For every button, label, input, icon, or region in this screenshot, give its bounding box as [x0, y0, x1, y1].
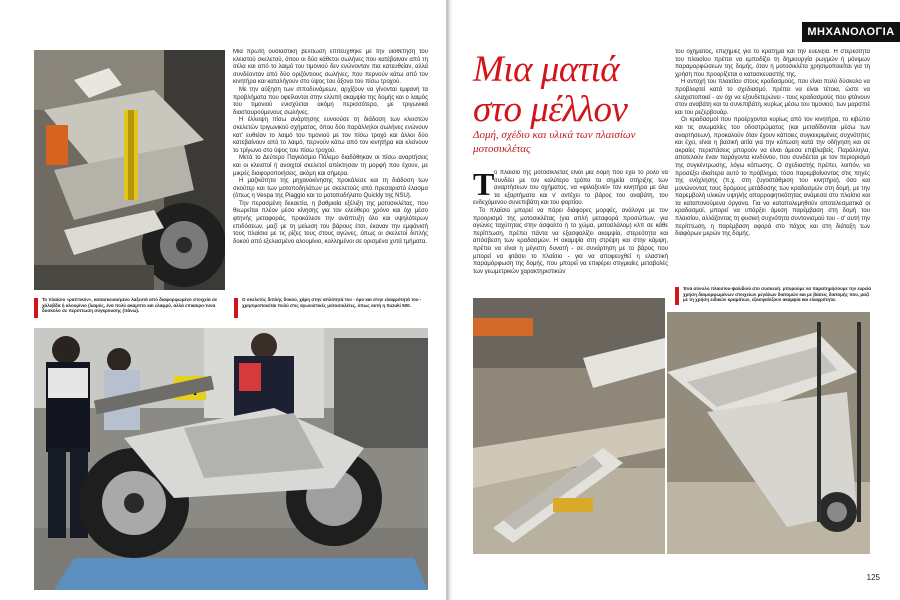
title-line: στο μέλλον — [473, 89, 628, 130]
paragraph: Η αντοχή του πλαισίου στους κραδασμούς, που είναι πολύ δύσκολο να προβλεφτεί κατά το σχεδιασμό, πρέπει να είναι τέτοια, ώστε να ελαχιστοποιεί - αν όχι να εξουδετερώνει - τους κραδασμούς που φτάνουν στον αναβάτη και το συνεπιβάτη, κυρίως μέσω του τιμονιού, των μαρσπιέ και του ρεζερβουάρ. — [675, 79, 870, 116]
title-line: Μια ματιά — [473, 49, 620, 90]
paragraph: Με την αύξηση των ιπποδυνάμεων, αρχίζουν να γίνονται εμφανή τα προβλήματα που οφείλονται στην ελλιπή ακαμψία της δομής και ο λαιμός του τιμονιού ενισχύεται ακόμη περισσότερο, με τριγωνικά διασταυρούμενους σωλήνες. — [233, 86, 428, 116]
paragraph: του οχήματος, επιζήμιες για το κράτημα και την ευελιξία. Η στερεότητα του πλαισίου πρέπει να εμποδίζει τη δημιουργία ρωγμών ή μόνιμων παραμορφώσεων της δομής, όταν η μοτοσικλέτα χρησιμοποιείται για τη χρήση που προορίζεται ο κατασκευαστής της. — [675, 49, 870, 78]
right-body-column-2 — [675, 49, 870, 281]
page-number: 125 — [866, 573, 880, 582]
left-page — [0, 0, 447, 600]
dropcap: Τ — [473, 170, 495, 202]
article-title — [473, 50, 683, 130]
paragraph: Μετά το Δεύτερο Παγκόσμιο Πόλεμο διαδόθηκαν οι πίσω αναρτήσεις και οι κλειστοί ή ανοιχτοί σκελετοί απέκτησαν τη μορφή που έχουν, με μικρές διαφοροποιήσεις, ακόμη και σήμερα. — [233, 155, 428, 177]
caption-marker — [675, 287, 679, 305]
photo-bare-frame-right — [667, 312, 870, 554]
article-subtitle: Δομή, σχέδιο και υλικά των πλαισίων μοτοσικλέτας — [473, 129, 636, 155]
paragraph: Οι κραδασμοί που προέρχονται κυρίως από τον κινητήρα, το κιβώτιο και τις ανωμαλίες του οδοστρώματος (και μεταδίδονται μέσω των αναρτήσεων), προκαλούν όταν έχουν κάποιες συγκεκριμένες συχνότητες και έχει, είναι η βασική αιτία για την κόπωση κατά την οδήγηση και σε ακραίες περιστάσεις μπορούν να είναι άμεσα επιβλαβείς. Παράλληλα, αποτελούν έναν παράγοντα κινδύνου, που συνδέεται με τον περιορισμό της συγκέντρωσης, λόγω κόπωσης. Ο σχεδιαστής πρέπει, λοιπόν, να προσέξει ιδιαίτερα αυτό το πρόβλημα, τόσο παρεμβαίνοντας στις πηγές της ενόχλησης (π.χ. στη ζυγοστάθμιση του κινητήρα), όσο και μονώνοντας τους δρόμους μετάδοσης των κραδασμών στη δομή, με την παρεμβολή υλικών υψηλής απορροφητικότητας ανάμεσα στο πλαίσιο και τα καταπονούμενα όργανα. Για να καταπολεμηθούν αποτελεσματικά οι κραδασμοί, μπορεί να υπάρξει άμεση παρέμβαση στη δομή του πλαισίου, αλλάζοντας τη φυσική συχνότητα συντονισμού του - σ' αυτή την περίπτωση, η παρέμβαση αφορά στο πάχος και στη διάταξη των διαφόρων μερών της δομής. — [675, 117, 870, 238]
right-body-column-1 — [473, 170, 668, 290]
paragraph: Την περασμένη δεκαετία, η βαθμιαία εξέλιξη της μοτοσικλέτας, που θεωρείται πλέον μέσο κίνησης για τον ελεύθερο χρόνο και όχι μέσο φτηνής μεταφοράς, προκάλεσε την ανάπτυξη όλο και υψηλότερων επιδόσεων, μαζί με τη μείωση του βάρους έτσι, έκαναν την εμφάνισή τους πλαίσια με τις ρίζες τους στους αγώνες, όπως οι σκελετοί διπλής δοκού από εξελασμένο αλουμίνιο, κολλημένοι σε ορισμένα χυτά τμήματα. — [233, 200, 428, 245]
lead-paragraph — [473, 170, 668, 208]
paragraph: Το πλαίσιο μπορεί να πάρει διάφορες μορφές, ανάλογα με τον προορισμό της μοτοσικλέτας (για απλή μεταφορά προσώπων, για αγώνες ταχύτητας στην άσφαλτο ή το χώμα, μοτοσλάλομ) κλπ σε κάθε περίπτωση, πρέπει πάντα να εξασφαλίζει ακαμψία, στερεότητα και απόσβεση των κραδασμών. Η ακαμψία στη στρέψη και στην κάμψη, πρέπει να είναι η μέγιστη δυνατή - σε συνάρτηση με το βάρος που μπορεί να φτάσει το πλαίσιο - για να αποφευχθεί η ελαστική παραμόρφωση της δομής, που μπορεί να επιφέρει στιγμιαίες μεταβολές των γεωμετρικών χαρακτηριστικών — [473, 207, 668, 275]
section-header: ΜΗΧΑΝΟΛΟΓΙΑ — [802, 22, 900, 42]
caption-frame-closeup: Το πλαίσιο «ραπτικόν», κατασκευασμένο λαξευτά από διαφορφωμένο στοιχεία σε χάλυβδα ή αλουμίνιο (λαιμός, ένα πολύ ακαμπτο και ελαφρύ, αλλά επικαιρο-τυνα δυσκολο σε περιπτωση σύγκρουσης (πάνω). — [42, 297, 218, 314]
right-page — [453, 0, 900, 600]
photo-pit-mechanics — [34, 328, 428, 590]
caption-marker — [34, 298, 38, 318]
paragraph: Η μαζικότητα της μηχανοκίνησης προκάλεσε και τη διάδοση των σκούτερ και των μοτοποδηλάτων με σκελετούς από πρεσαριστό έλασμα (όπως η Vespa της Piaggio και το μοτοποδήλατο Quickly της NSU). — [233, 178, 428, 200]
caption-frame-swingarm: Ένα σύνολο πλαισίου-ψαλιδιού στο συσκευή: μπορούμε να παρατηρήσουμε την ευρεία χρήση διαμορφωμένων στοιχείων μεγάλων διατομών και με βάσεις διατομής που, μαζί με τη χρήση ειδικών κραμάτων, εξασφαλίζουν ακαμψία και ελαφρότητα. — [683, 286, 872, 303]
photo-bare-frame-left — [473, 298, 665, 554]
paragraph: Η έλλειψη πίσω ανάρτησης ευνοούσε τη διάδοση των κλειστών σκελετών τριγωνικού σχήματος, όπου δύο παράλληλοι σωλήνες ενώνουν κατ' ευθείαν το λαιμό του τιμονιού με τον πίσω τροχό και άλλοι δύο κατεβαίνουν από το λαιμό, περνούν κάτω από τον κινητήρα και κλείνουν το τρίγωνο στο ύψος του πίσω τροχού. — [233, 117, 428, 154]
photo-frame-closeup — [34, 50, 225, 290]
paragraph: Μία πρώτη ουσιαστική βελτίωση επιτεύχθηκε με την υιοθέτηση του κλειστού σκελετού, όπου οι δύο κάθετοι σωλήνες που κατέβαιναν από τη σέλα και από το λαιμό του τιμονιού δεν ενώνονταν πια κατευθείαν, αλλά συνδέονταν από δύο οριζόντιους σωλήνες, που περνούν κάτω από τον κινητήρα και καταλήγουν στο ύψος του άξονα του πίσω τροχού. — [233, 49, 428, 86]
caption-marker — [234, 298, 238, 318]
lead-text: ο πλαίσιο της μοτοσικλέτας είναι μια δομή που έχει το ρόλο να συνδέει με τον καλύτερο τρόπο τα σημεία στήριξης των αναρτήσεων του οχήματος, να «φιλοξενεί» τον κινητήρα με όλα τα εξαρτήματα και ν' αντέχει το βάρος του αναβάτη, του ενδεχόμενου συνεπιβάτη και του φορτίου. — [473, 170, 668, 207]
caption-twin-spar: Ο σκελετός διπλής δοκού, χάρη στην απλότητά του - όμο και στην ελαφρότητά του - χρησιμοποιείται πολύ στις αγωνιστικές μοτοσικλέτες, όπως αυτή η Suzuki 500. — [242, 297, 422, 308]
left-body-column — [233, 49, 428, 289]
